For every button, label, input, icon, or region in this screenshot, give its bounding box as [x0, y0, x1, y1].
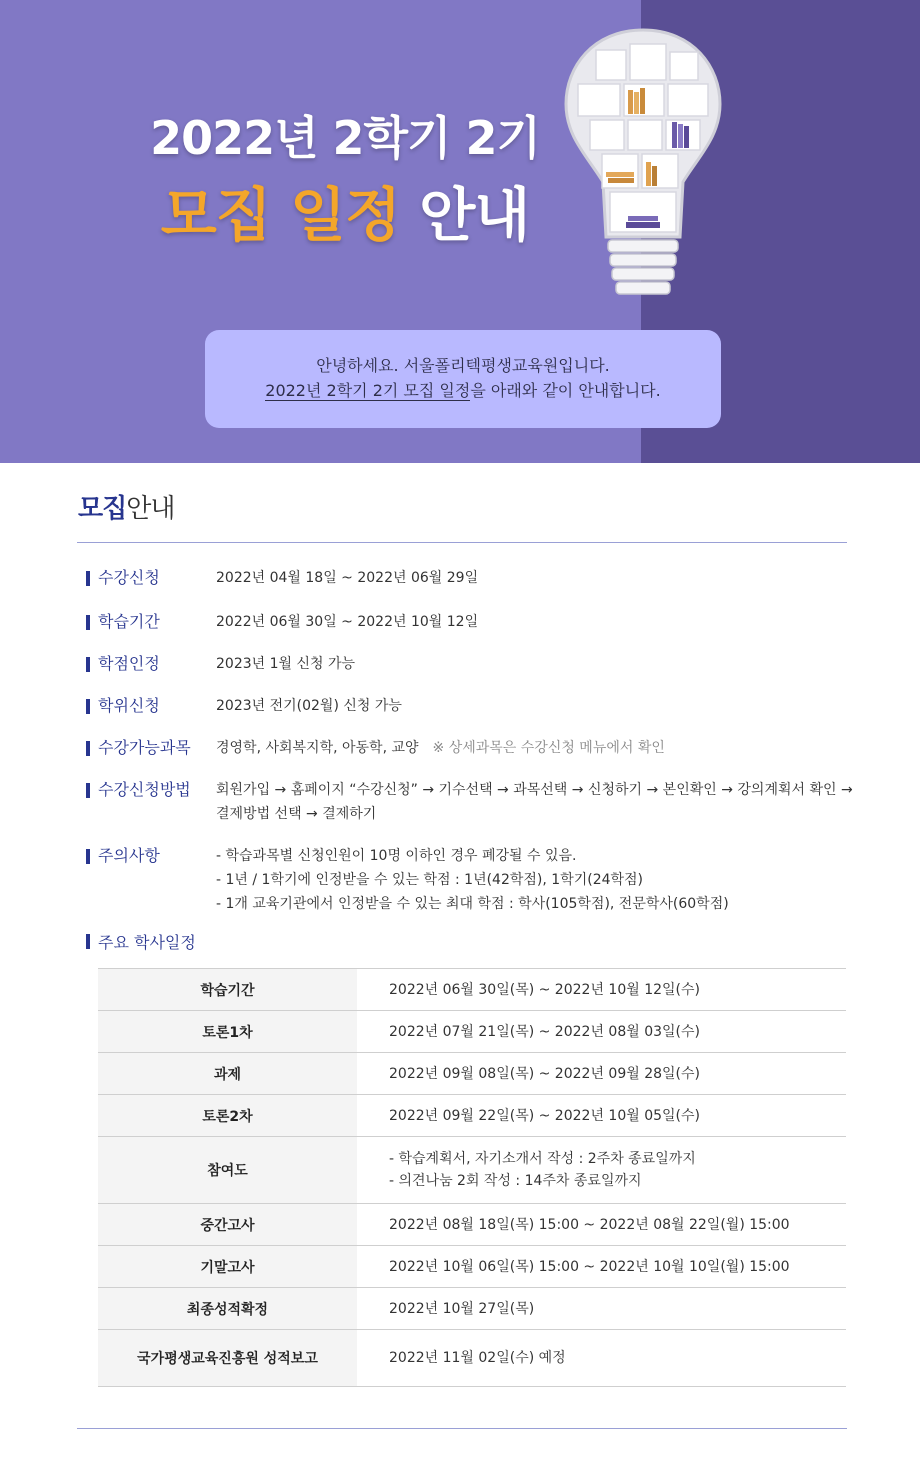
table-key: 최종성적확정 — [98, 1288, 357, 1330]
info-list — [86, 566, 856, 936]
info-label: 주의사항 — [98, 846, 160, 865]
info-row-notice — [86, 844, 856, 916]
info-label: 수강가능과목 — [98, 738, 191, 757]
table-value: - 의견나눔 2회 작성 : 14주차 종료일까지 — [389, 1173, 642, 1189]
table-key: 국가평생교육진흥원 성적보고 — [98, 1330, 357, 1387]
info-value: 2023년 1월 신청 가능 — [216, 656, 356, 672]
table-key: 토론1차 — [98, 1011, 357, 1053]
hero-title-rest: 안내 — [400, 181, 530, 249]
table-value: 2022년 10월 27일(목) — [357, 1288, 846, 1330]
table-value: 2022년 09월 08일(목) ~ 2022년 09월 28일(수) — [357, 1053, 846, 1095]
bullet-bar-icon — [86, 849, 90, 864]
table-row — [98, 969, 846, 1011]
table-row — [98, 1053, 846, 1095]
info-row-registration — [86, 566, 856, 590]
section-title — [78, 488, 174, 525]
section-divider-top — [77, 542, 847, 543]
table-row — [98, 1011, 846, 1053]
table-key: 토론2차 — [98, 1095, 357, 1137]
table-row — [98, 1330, 846, 1387]
info-row-credit — [86, 652, 856, 676]
greeting-underlined: 2022년 2학기 2기 모집 일정 — [265, 381, 471, 400]
info-label: 수강신청방법 — [98, 780, 191, 799]
lightbulb-bookshelf-icon — [558, 22, 728, 302]
hero-title-highlight: 모집 일정 — [160, 181, 401, 249]
table-row — [98, 1288, 846, 1330]
table-key: 과제 — [98, 1053, 357, 1095]
info-value: 경영학, 사회복지학, 아동학, 교양 — [216, 740, 419, 756]
info-row-method — [86, 778, 856, 826]
table-value: 2022년 10월 06일(목) 15:00 ~ 2022년 10월 10일(월) 15:00 — [357, 1246, 846, 1288]
bullet-bar-icon — [86, 699, 90, 714]
info-label: 학위신청 — [98, 696, 160, 715]
table-value: 2022년 06월 30일(목) ~ 2022년 10월 12일(수) — [357, 969, 846, 1011]
greeting-line1: 안녕하세요. 서울폴리텍평생교육원입니다. — [316, 356, 610, 375]
table-key: 참여도 — [98, 1137, 357, 1204]
info-label: 수강신청 — [98, 568, 160, 587]
table-value: - 학습계획서, 자기소개서 작성 : 2주차 종료일까지 — [389, 1151, 696, 1167]
schedule-table — [98, 968, 846, 1387]
greeting-line2-rest: 을 아래와 같이 안내합니다. — [470, 381, 661, 400]
bullet-bar-icon — [86, 571, 90, 586]
table-key: 학습기간 — [98, 969, 357, 1011]
greeting-line2 — [205, 378, 721, 403]
table-key: 기말고사 — [98, 1246, 357, 1288]
schedule-heading — [86, 930, 196, 953]
info-label: 학점인정 — [98, 654, 160, 673]
info-row-degree — [86, 694, 856, 718]
info-value: 2022년 06월 30일 ~ 2022년 10월 12일 — [216, 614, 479, 630]
bullet-bar-icon — [86, 934, 90, 949]
section-title-rest: 안내 — [126, 494, 175, 524]
info-value: 2022년 04월 18일 ~ 2022년 06월 29일 — [216, 570, 479, 586]
bullet-bar-icon — [86, 657, 90, 672]
bullet-bar-icon — [86, 783, 90, 798]
table-value: 2022년 09월 22일(목) ~ 2022년 10월 05일(수) — [357, 1095, 846, 1137]
table-value: 2022년 11월 02일(수) 예정 — [357, 1330, 846, 1387]
section-divider-bottom — [77, 1428, 847, 1429]
table-row — [98, 1246, 846, 1288]
hero-title-line1: 2022년 2학기 2기 — [150, 111, 540, 165]
schedule-heading-text: 주요 학사일정 — [98, 933, 196, 952]
table-row — [98, 1095, 846, 1137]
bullet-bar-icon — [86, 741, 90, 756]
info-value: 결제방법 선택 → 결제하기 — [216, 806, 377, 822]
info-label: 학습기간 — [98, 612, 160, 631]
table-value: 2022년 08월 18일(목) 15:00 ~ 2022년 08월 22일(월) 15:00 — [357, 1204, 846, 1246]
info-value: - 학습과목별 신청인원이 10명 이하인 경우 폐강될 수 있음. — [216, 848, 577, 864]
info-value: 회원가입 → 홈페이지 “수강신청” → 기수선택 → 과목선택 → 신청하기 → 본인확인 → 강의계획서 확인 → — [216, 782, 853, 798]
info-value: - 1년 / 1학기에 인정받을 수 있는 학점 : 1년(42학점), 1학기(24학점) — [216, 872, 644, 888]
greeting-box — [205, 330, 721, 428]
table-row — [98, 1137, 846, 1204]
info-row-subjects — [86, 736, 856, 760]
info-note: ※ 상세과목은 수강신청 메뉴에서 확인 — [432, 740, 665, 756]
bullet-bar-icon — [86, 615, 90, 630]
table-key: 중간고사 — [98, 1204, 357, 1246]
section-title-bold: 모집 — [78, 494, 127, 524]
info-value: - 1개 교육기관에서 인정받을 수 있는 최대 학점 : 학사(105학점), 전문학사(60학점) — [216, 896, 729, 912]
table-row — [98, 1204, 846, 1246]
info-value: 2023년 전기(02월) 신청 가능 — [216, 698, 402, 714]
info-row-study-period — [86, 610, 856, 634]
table-value: 2022년 07월 21일(목) ~ 2022년 08월 03일(수) — [357, 1011, 846, 1053]
hero-banner — [0, 0, 920, 463]
